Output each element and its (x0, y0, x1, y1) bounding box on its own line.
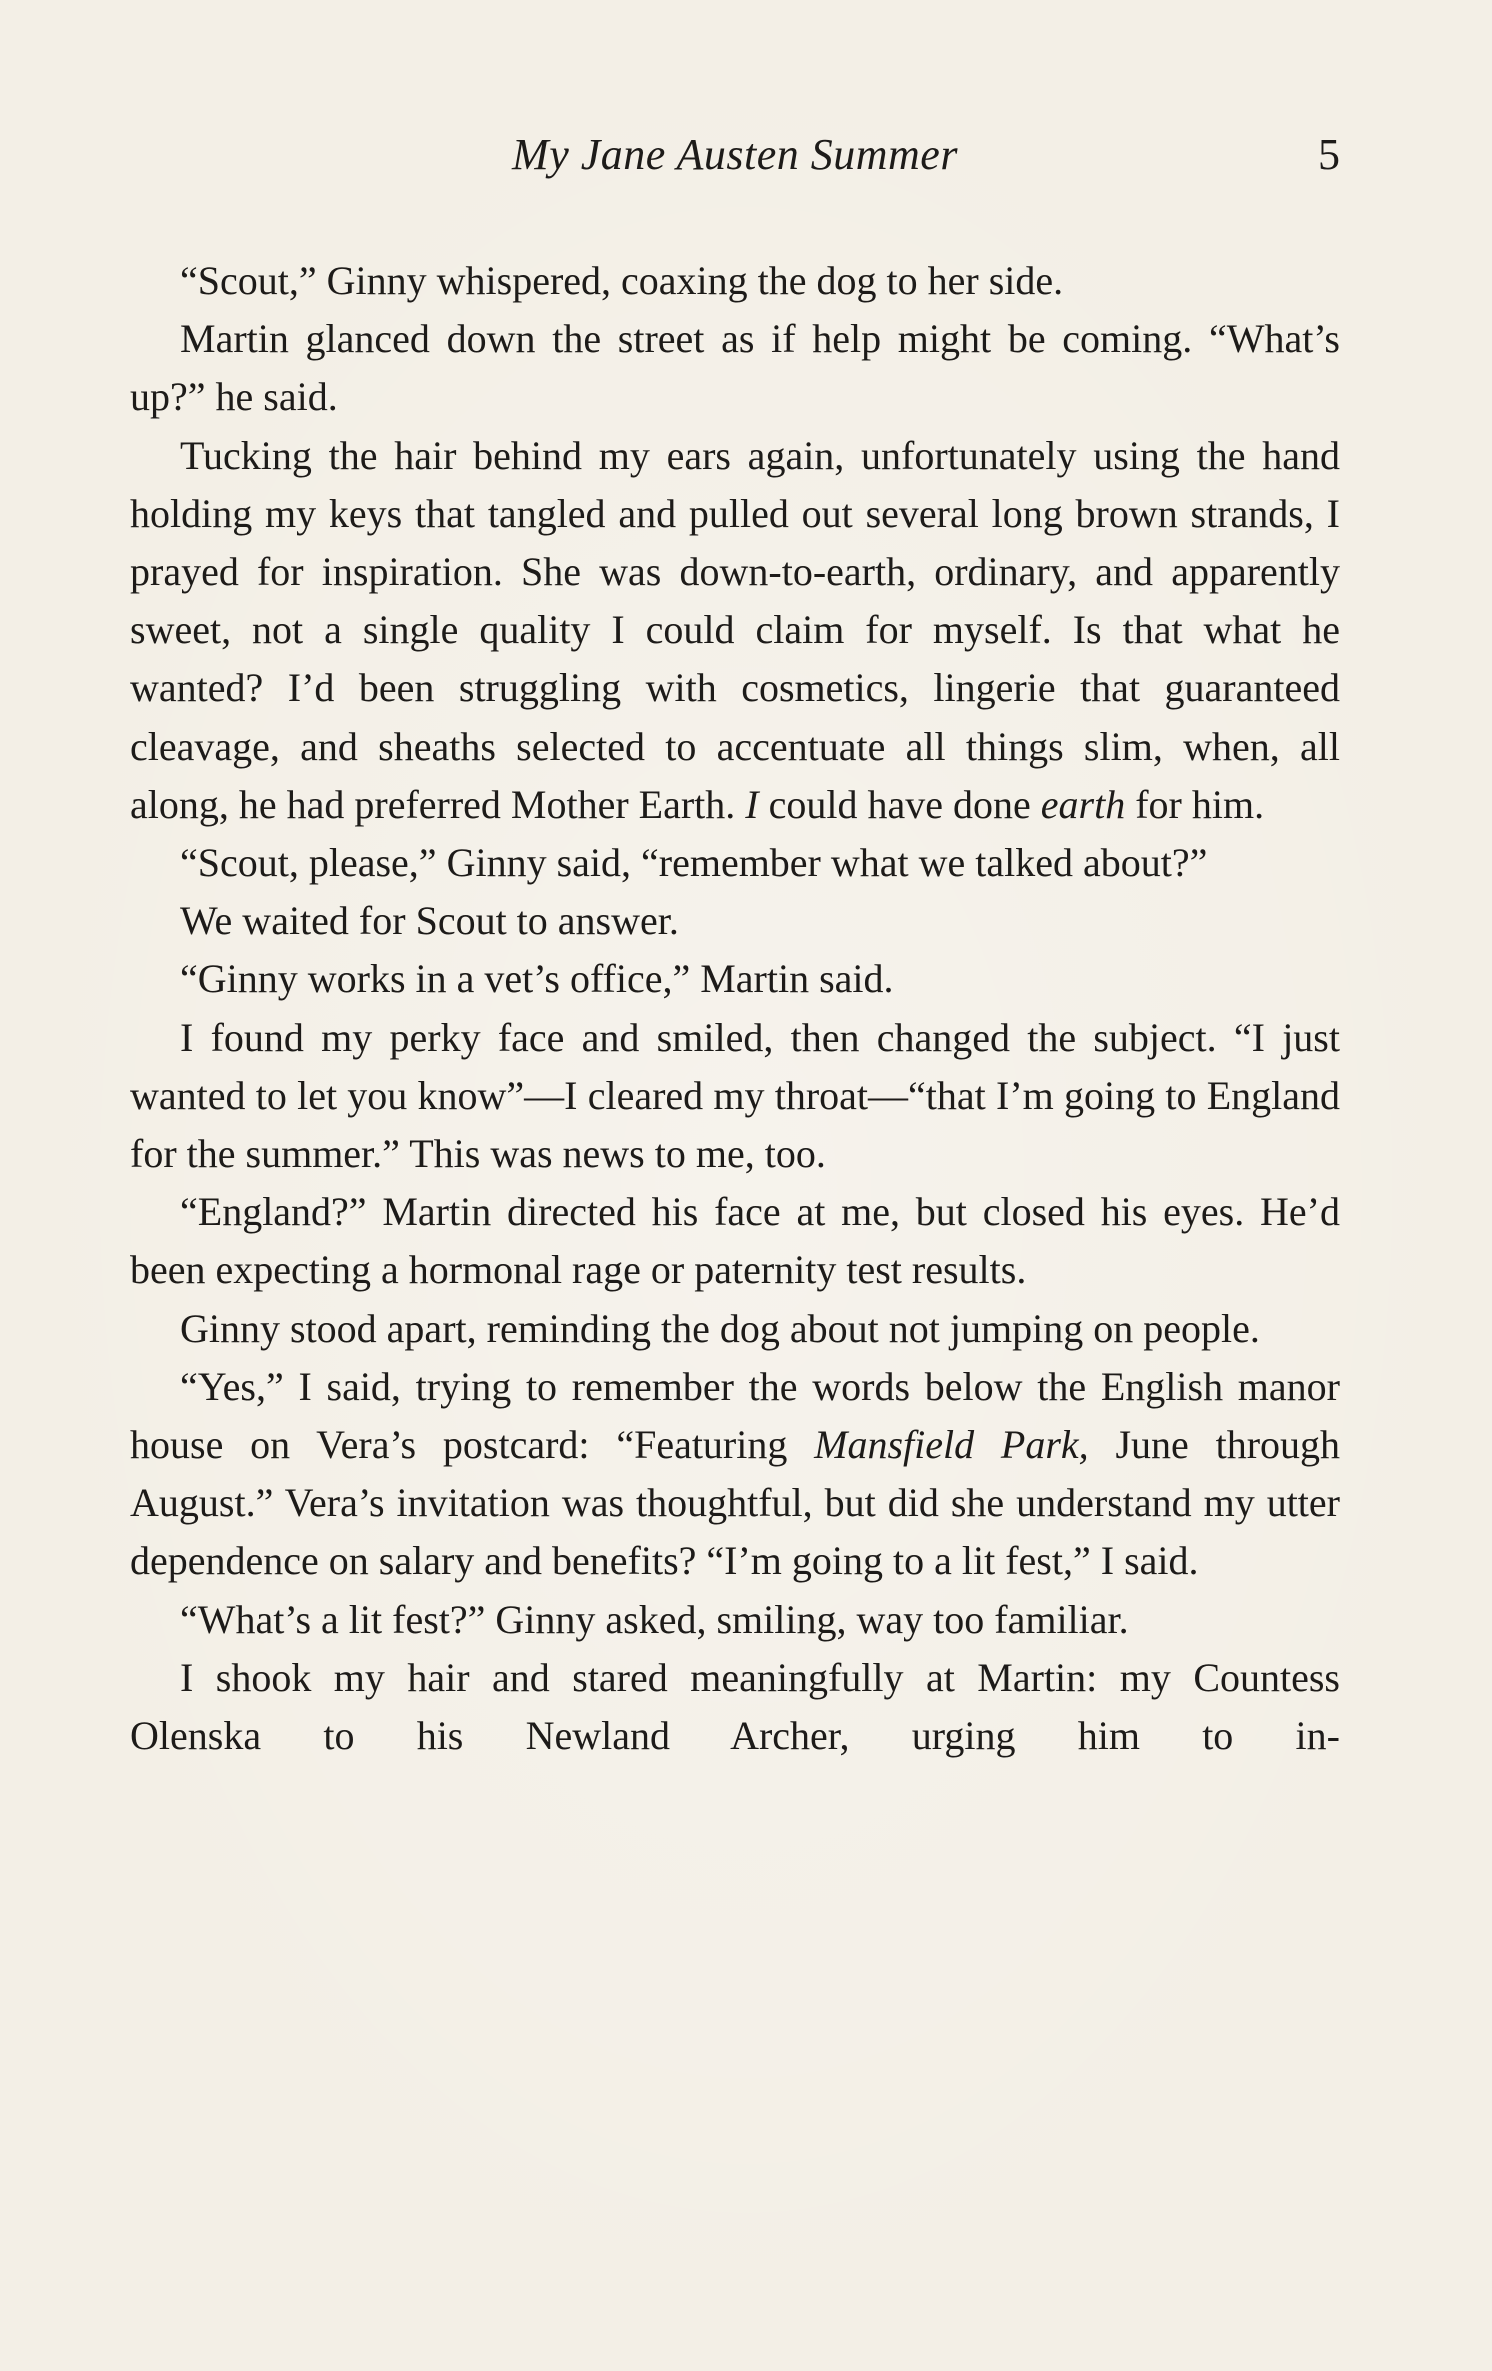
running-title: My Jane Austen Summer (512, 130, 958, 179)
italic-text: earth (1040, 781, 1126, 827)
paragraph (130, 1649, 1340, 1765)
paragraph-text: June through August.” Vera’s invitation was thoughtful, but did she understand my utter dependence on salary and benefits? “I’m going to a lit fest,” I said. (130, 1422, 1341, 1584)
paragraph-text: “What’s a lit fest?” Ginny asked, smiling, way too familiar. (180, 1596, 1129, 1642)
paragraph (130, 950, 1340, 1008)
paragraph (130, 1009, 1340, 1184)
paragraph-text: Ginny stood apart, reminding the dog about not jumping on people. (180, 1305, 1260, 1351)
paragraph-text: “England?” Martin directed his face at me, but closed his eyes. He’d been expecting a hormonal rage or paternity test results. (130, 1189, 1340, 1293)
running-head (130, 120, 1340, 190)
paragraph-text: I shook my hair and stared meaningfully at Martin: my Countess Olenska to his Newland Archer, urging him to in- (130, 1654, 1340, 1759)
italic-text: I (745, 781, 759, 827)
paragraph-text: “Scout, please,” Ginny said, “remember what we talked about?” (180, 840, 1208, 886)
paragraph (130, 834, 1340, 892)
paragraph-text: Martin glanced down the street as if help might be coming. “What’s up?” he said. (130, 316, 1340, 420)
paragraph (130, 1358, 1340, 1591)
paragraph-text: We waited for Scout to answer. (180, 898, 679, 944)
paragraph-text: “Ginny works in a vet’s office,” Martin said. (180, 956, 894, 1002)
paragraph-text: “Scout,” Ginny whispered, coaxing the dog to her side. (180, 258, 1064, 303)
paragraph (130, 1300, 1340, 1358)
paragraph-text: for him. (1125, 781, 1265, 827)
paragraph (130, 427, 1340, 834)
paragraph (130, 1591, 1340, 1649)
italic-text: Mansfield Park, (814, 1422, 1089, 1468)
paragraph-text: “Yes,” I said, trying to remember the words below the English manor house on Vera’s postcard: “Featuring (130, 1363, 1340, 1468)
paragraph (130, 892, 1340, 950)
paragraph-text: could have done (758, 781, 1041, 827)
paragraph (130, 1183, 1340, 1299)
paragraph (130, 310, 1340, 426)
body-text (130, 252, 1340, 1765)
page-number: 5 (1318, 130, 1340, 179)
paragraph-text: I found my perky face and smiled, then changed the subject. “I just wanted to let you know”—I cleared my throat—“that I’m going to England for the summer.” This was news to me, too. (130, 1014, 1340, 1177)
paragraph (130, 252, 1340, 310)
paragraph-text: Tucking the hair behind my ears again, unfortunately using the hand holding my keys that tangled and pulled out several long brown strands, I prayed for inspiration. She was down-to-earth, ordinary, and apparently sweet, not a single quality I could claim for myself. Is that what he wanted? I’d been struggling with cosmetics, lingerie that guaranteed cleavage, and sheaths selected to accentuate all things slim, when, all along, he had preferred Mother Earth. (130, 432, 1340, 827)
